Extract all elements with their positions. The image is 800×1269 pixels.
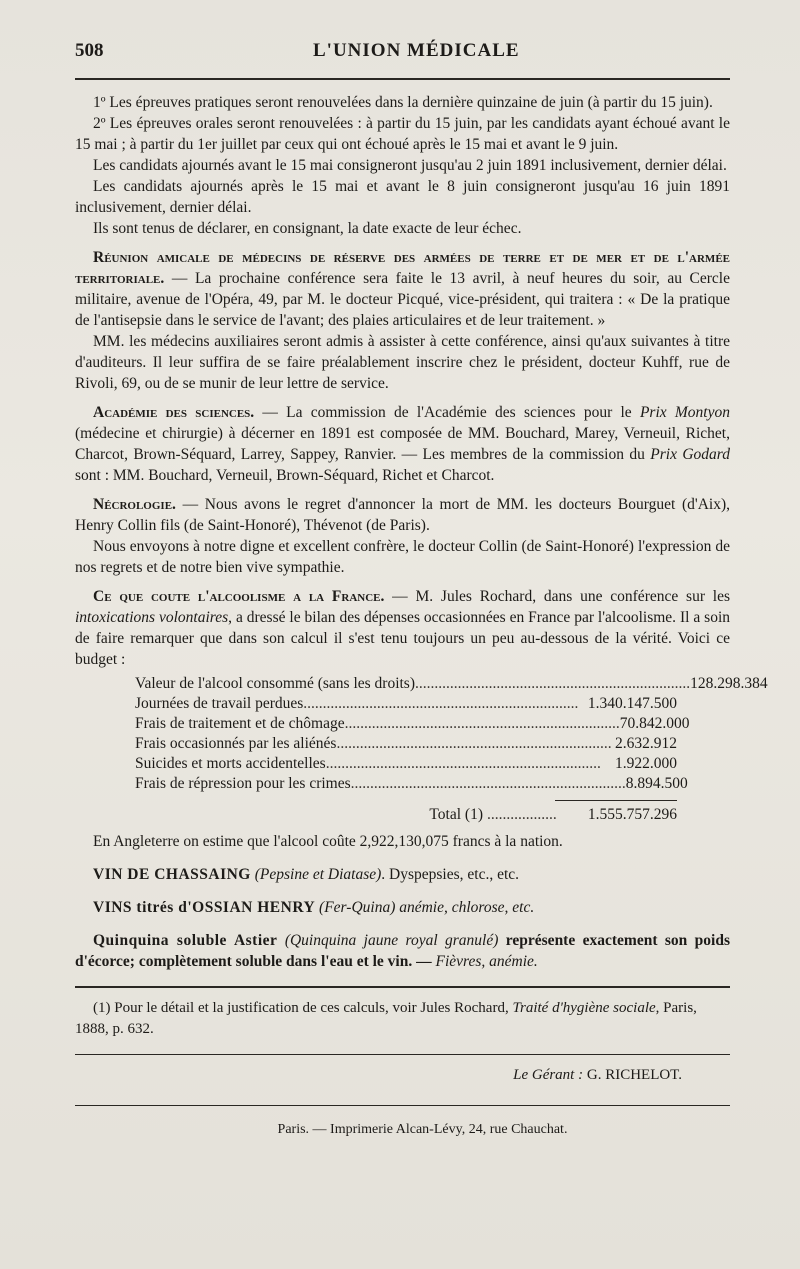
leader-dots: .......................................................................	[350, 775, 626, 792]
budget-value: 1.922.000	[615, 755, 677, 772]
paragraph-epreuves-orales: 2º Les épreuves orales seront renouvelées : à partir du 15 juin, par les candidats ayant échoué avant le 15 mai ; à partir du 1er juillet par ceux qui ont échoué après le 15 mai et avant le 9 juin.	[75, 115, 730, 153]
budget-row	[135, 674, 768, 694]
paragraph-declaration: Ils sont tenus de déclarer, en consignant, la date exacte de leur échec.	[93, 220, 522, 237]
budget-row	[135, 714, 690, 734]
alcoolisme-text-b: , a dressé le bilan des dépenses occasionnées en France par l'alcoolisme. Il a soin de faire remarquer que dans son calcul il s'est tenu toujours un peu au-dessous de la vérité. Voici ce budget :	[75, 609, 730, 668]
academie-text-a: — La commission de l'Académie des sciences pour le	[254, 404, 640, 421]
ad-note-quinquina: (Quinquina jaune royal granulé)	[284, 932, 499, 949]
ad-end-quinquina: Fièvres, anémie.	[435, 953, 538, 970]
paragraph-necrologie	[75, 494, 730, 536]
article-body	[75, 92, 768, 972]
budget-value: 70.842.000	[619, 715, 690, 732]
leader-dots: .......................................................................	[325, 755, 601, 772]
budget-label: Frais de répression pour les crimes	[135, 775, 351, 792]
section-heading-reunion: Réunion amicale de médecins de réserve des armées de terre et de mer et de l'armée territoriale.	[75, 249, 730, 287]
section-rule	[75, 986, 730, 988]
budget-value: 8.894.500	[625, 775, 688, 792]
advertisement-ossian-henry	[75, 897, 730, 918]
printer-imprint: Paris. — Imprimerie Alcan-Lévy, 24, rue Chauchat.	[277, 1122, 568, 1137]
prix-montyon: Prix Montyon	[639, 404, 730, 421]
page-number: 508	[75, 40, 104, 61]
leader-dots: ..................	[487, 806, 557, 823]
necrologie-text: — Nous avons le regret d'annoncer la mort de MM. les docteurs Bourguet (d'Aix), Henry Collin fils (de Saint-Honoré), Thévenot (de Paris).	[75, 496, 730, 534]
paragraph-alcoolisme	[75, 586, 730, 670]
section-heading-academie: Académie des sciences.	[93, 404, 255, 421]
footnote-rule	[75, 1054, 730, 1055]
leader-dots: .......................................................................	[336, 735, 612, 752]
advertisement-chassaing	[75, 864, 730, 885]
budget-total-row	[135, 805, 677, 825]
academie-text-b: (médecine et chirurgie) à décerner en 1891 est composée de MM. Bouchard, Marey, Verneuil, Richet, Charcot, Brown-Séquard, Larrey, Sappey, Ranvier. — Les membres de la commission du	[75, 425, 730, 463]
reunion-text: — La prochaine conférence sera faite le 13 avril, à neuf heures du soir, au Cercle militaire, avenue de l'Opéra, 49, par M. le docteur Picqué, vice-président, qui traitera : « De la pratique de l'antisepsie dans le service de l'avant; des plaies articulaires et de leur traitement. »	[75, 270, 730, 329]
budget-value: 1.340.147.500	[587, 695, 677, 712]
budget-row	[135, 694, 677, 714]
academie-text-c: sont : MM. Bouchard, Verneuil, Brown-Séquard, Richet et Charcot.	[75, 467, 495, 484]
leader-dots: .......................................................................	[344, 715, 620, 732]
paragraph-academie	[75, 402, 730, 486]
signature-rule	[75, 1105, 730, 1106]
ad-brand-quinquina: Quinquina soluble Astier	[93, 932, 278, 949]
ad-note-ossian: (Fer-Quina) anémie, chlorose, etc.	[319, 899, 535, 916]
prix-godard: Prix Godard	[650, 446, 730, 463]
running-title: L'UNION MÉDICALE	[313, 40, 520, 61]
signature-name: G. RICHELOT.	[586, 1067, 682, 1083]
ad-brand-ossian: VINS titrés d'OSSIAN HENRY	[93, 899, 316, 916]
budget-label: Frais de traitement et de chômage	[135, 715, 345, 732]
budget-value: 128.298.384	[690, 675, 768, 692]
budget-value: 2.632.912	[615, 735, 677, 752]
paragraph-ajournes-avant: Les candidats ajournés avant le 15 mai consigneront jusqu'au 2 juin 1891 inclusivement, dernier délai.	[93, 157, 727, 174]
ad-note-chassaing: (Pepsine et Diatase)	[254, 866, 382, 883]
budget-label: Journées de travail perdues	[135, 695, 304, 712]
paragraph-auxiliaires: MM. les médecins auxiliaires seront admis à assister à cette conférence, ainsi qu'aux suivantes à titre d'auditeurs. Il leur suffira de se faire préalablement inscrire chez le président, docteur Kuhff, rue de Rivoli, 69, ou de se munir de leur lettre de service.	[75, 333, 730, 392]
paragraph-angleterre: En Angleterre on estime que l'alcool coûte 2,922,130,075 francs à la nation.	[93, 833, 563, 850]
leader-dots: .......................................................................	[415, 675, 691, 692]
paragraph-sympathie: Nous envoyons à notre digne et excellent confrère, le docteur Collin (de Saint-Honoré) l'expression de nos regrets et de notre bien vive sympathie.	[75, 538, 730, 576]
ad-text-quinquina: représente exactement son poids d'écorce; complètement soluble dans l'eau et le vin. —	[75, 932, 730, 970]
budget-table	[135, 674, 768, 825]
budget-row	[135, 754, 677, 774]
advertisement-quinquina	[75, 930, 730, 972]
budget-label: Valeur de l'alcool consommé (sans les droits)	[135, 675, 415, 692]
ad-text-chassaing: . Dyspepsies, etc., etc.	[381, 866, 520, 883]
total-label: Total (1)	[429, 806, 483, 823]
page-header	[75, 40, 730, 74]
paragraph-ajournes-apres: Les candidats ajournés après le 15 mai et avant le 8 juin consigneront jusqu'au 16 juin 1891 inclusivement, dernier délai.	[75, 178, 730, 216]
budget-label: Suicides et morts accidentelles	[135, 755, 326, 772]
footnote-book-title: Traité d'hygiène sociale	[512, 1000, 656, 1016]
paragraph-reunion	[75, 247, 730, 331]
footnote	[75, 998, 730, 1040]
total-value: 1.555.757.296	[587, 806, 677, 823]
section-heading-alcoolisme: Ce que coute l'alcoolisme a la France.	[93, 588, 385, 605]
total-rule	[555, 800, 677, 801]
section-heading-necrologie: Nécrologie.	[93, 496, 176, 513]
signature-label: Le Gérant :	[513, 1067, 584, 1083]
footnote-text-a: (1) Pour le détail et la justification de ces calculs, voir Jules Rochard,	[93, 1000, 513, 1016]
footnote-text-b: , Paris, 1888, p. 632.	[75, 1000, 697, 1037]
signature	[75, 1067, 682, 1089]
intoxications-volontaires: intoxications volontaires	[75, 609, 229, 626]
budget-row	[135, 774, 688, 794]
budget-label: Frais occasionnés par les aliénés	[135, 735, 337, 752]
ad-brand-chassaing: VIN DE CHASSAING	[93, 866, 251, 883]
leader-dots: .......................................................................	[303, 695, 579, 712]
header-rule	[75, 78, 730, 80]
paragraph-epreuves-pratiques: 1º Les épreuves pratiques seront renouvelées dans la dernière quinzaine de juin (à partir du 15 juin).	[93, 94, 713, 111]
budget-row	[135, 734, 677, 754]
alcoolisme-text-a: — M. Jules Rochard, dans une conférence sur les	[384, 588, 730, 605]
